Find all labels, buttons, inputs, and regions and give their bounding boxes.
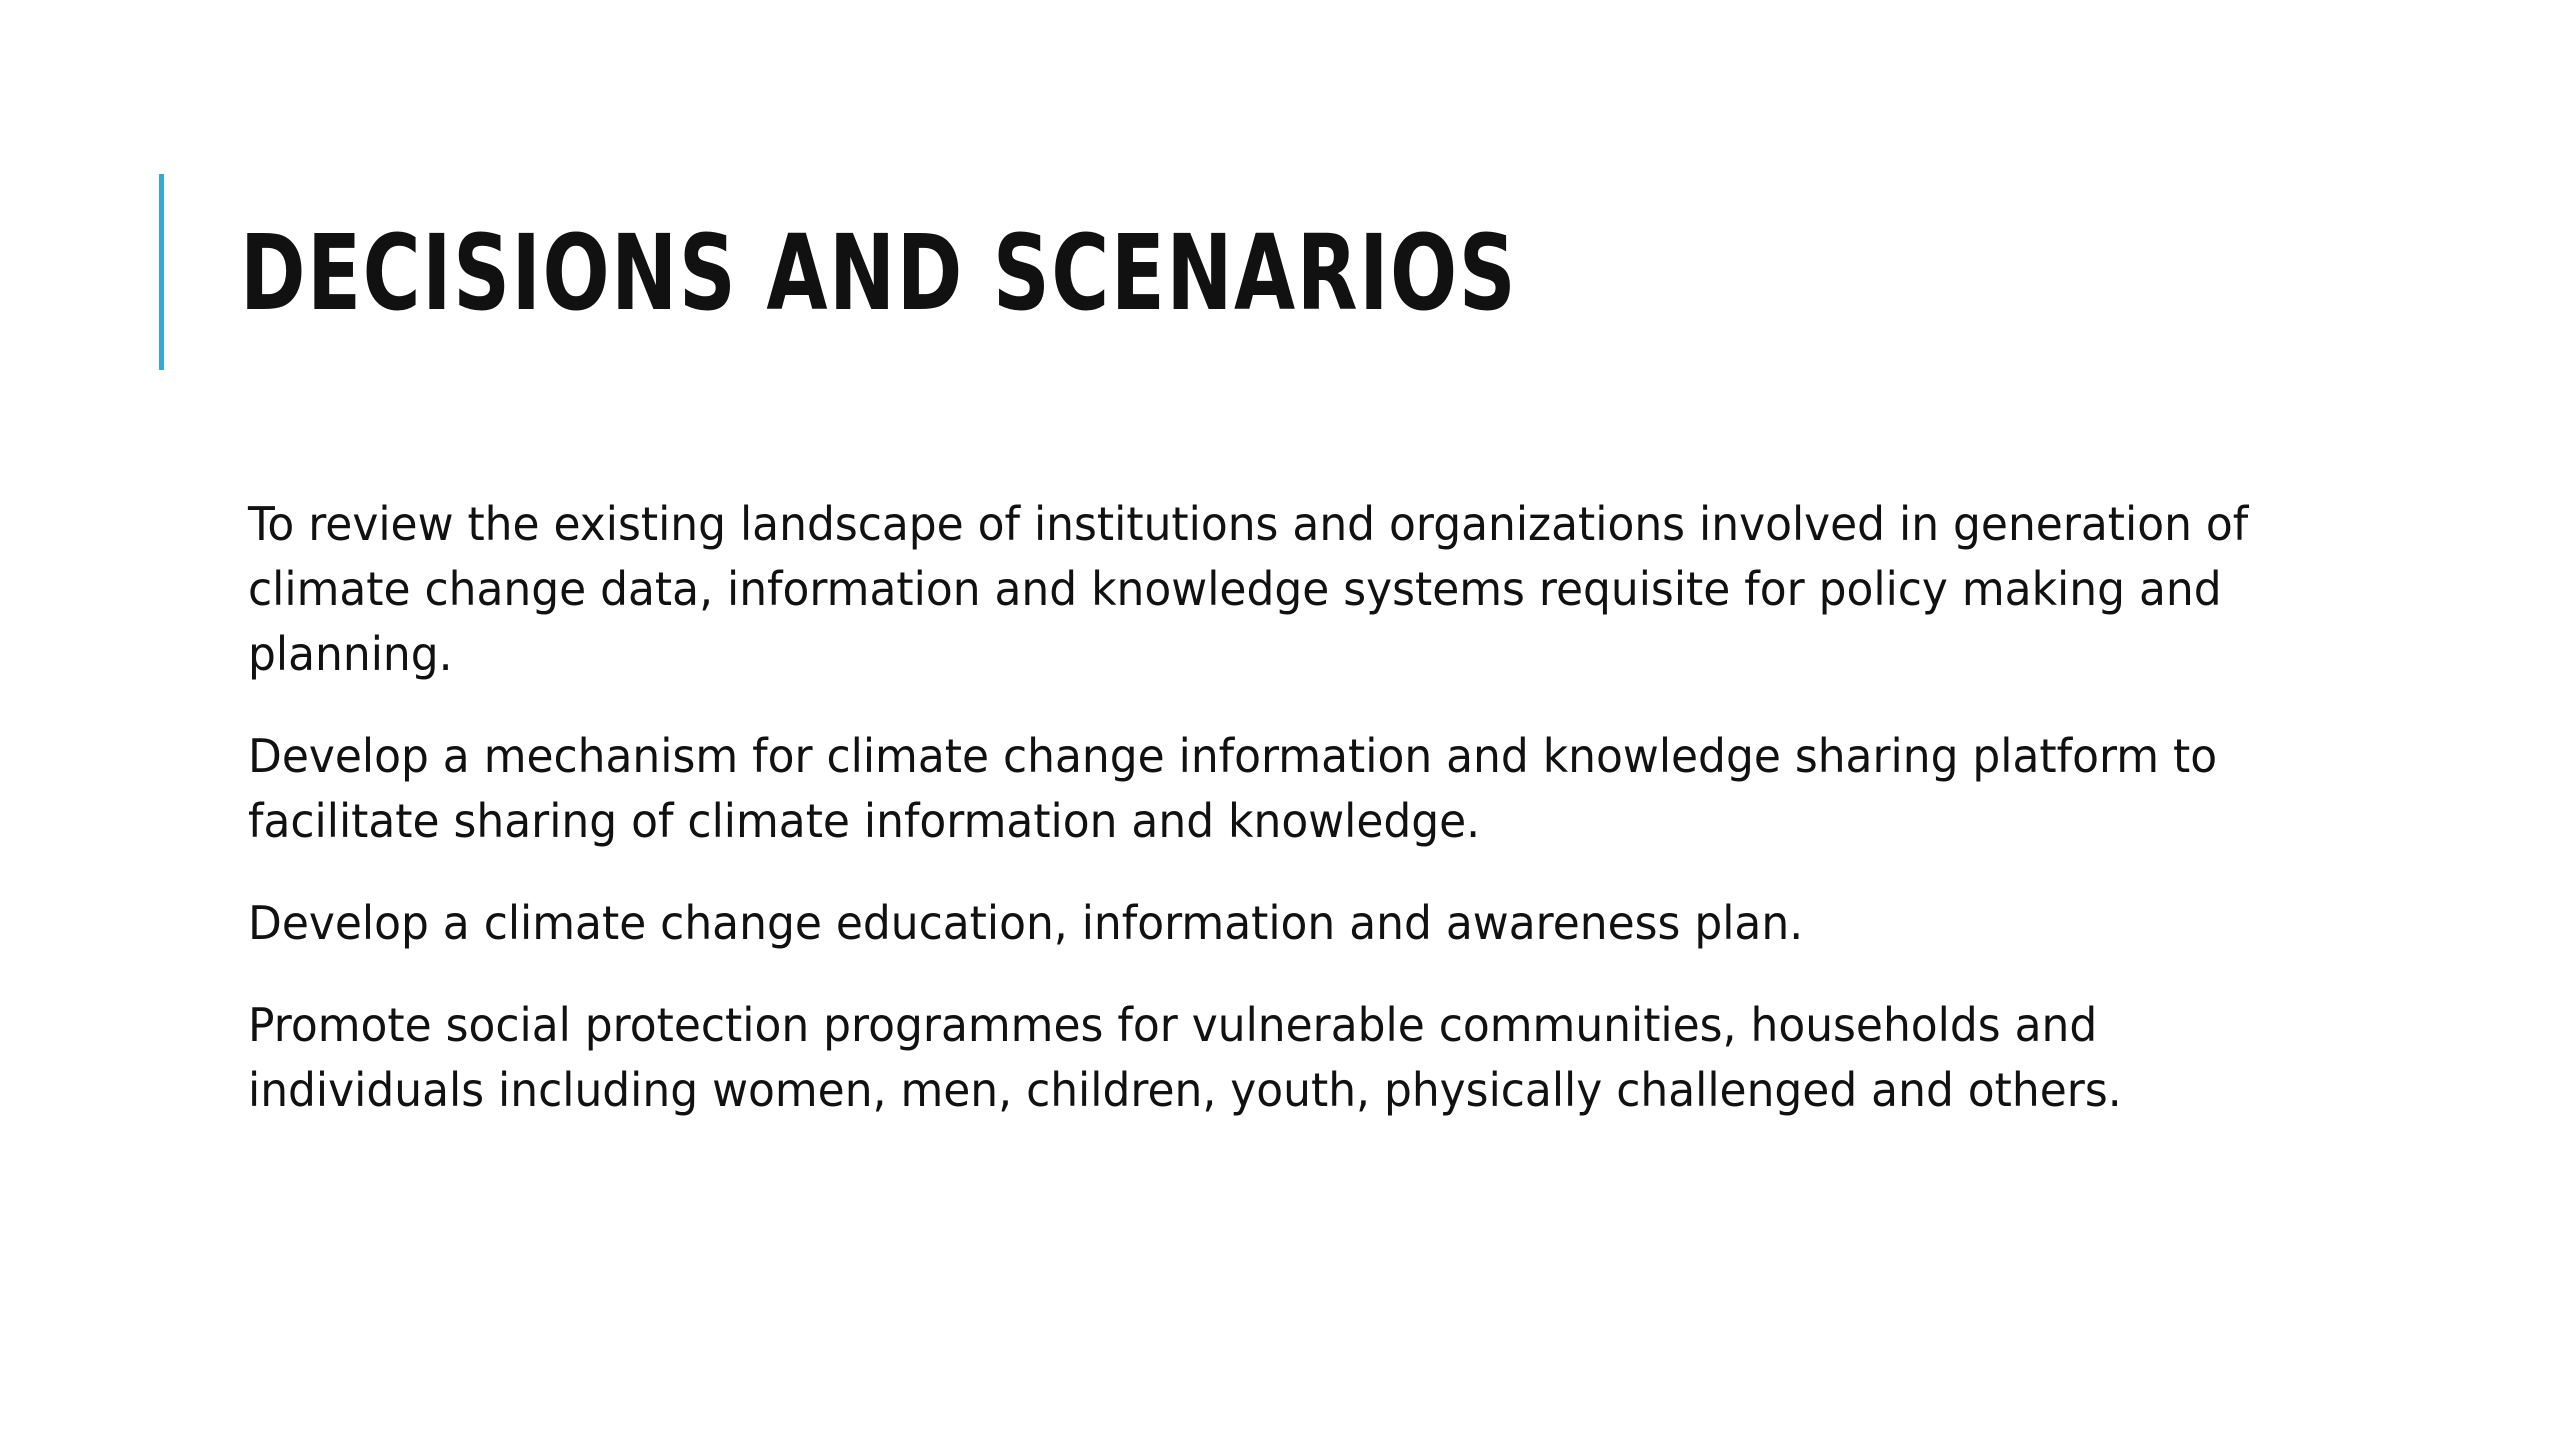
slide-title: DECISIONS AND SCENARIOS bbox=[240, 212, 1518, 334]
body-paragraph-social-protection: Promote social protection programmes for vulnerable communities, households and individuals including women, men, children, youth, physically challenged and others. bbox=[248, 998, 2122, 1117]
body-paragraph-education-plan: Develop a climate change education, information and awareness plan. bbox=[248, 896, 1804, 950]
title-accent-bar bbox=[159, 174, 164, 370]
slide-body bbox=[248, 492, 2288, 1160]
body-paragraph-sharing-mechanism: Develop a mechanism for climate change information and knowledge sharing platform to facilitate sharing of climate information and knowledge. bbox=[248, 729, 2218, 848]
body-paragraph-review-landscape: To review the existing landscape of institutions and organizations involved in generation of climate change data, information and knowledge systems requisite for policy making and planning. bbox=[248, 497, 2249, 681]
